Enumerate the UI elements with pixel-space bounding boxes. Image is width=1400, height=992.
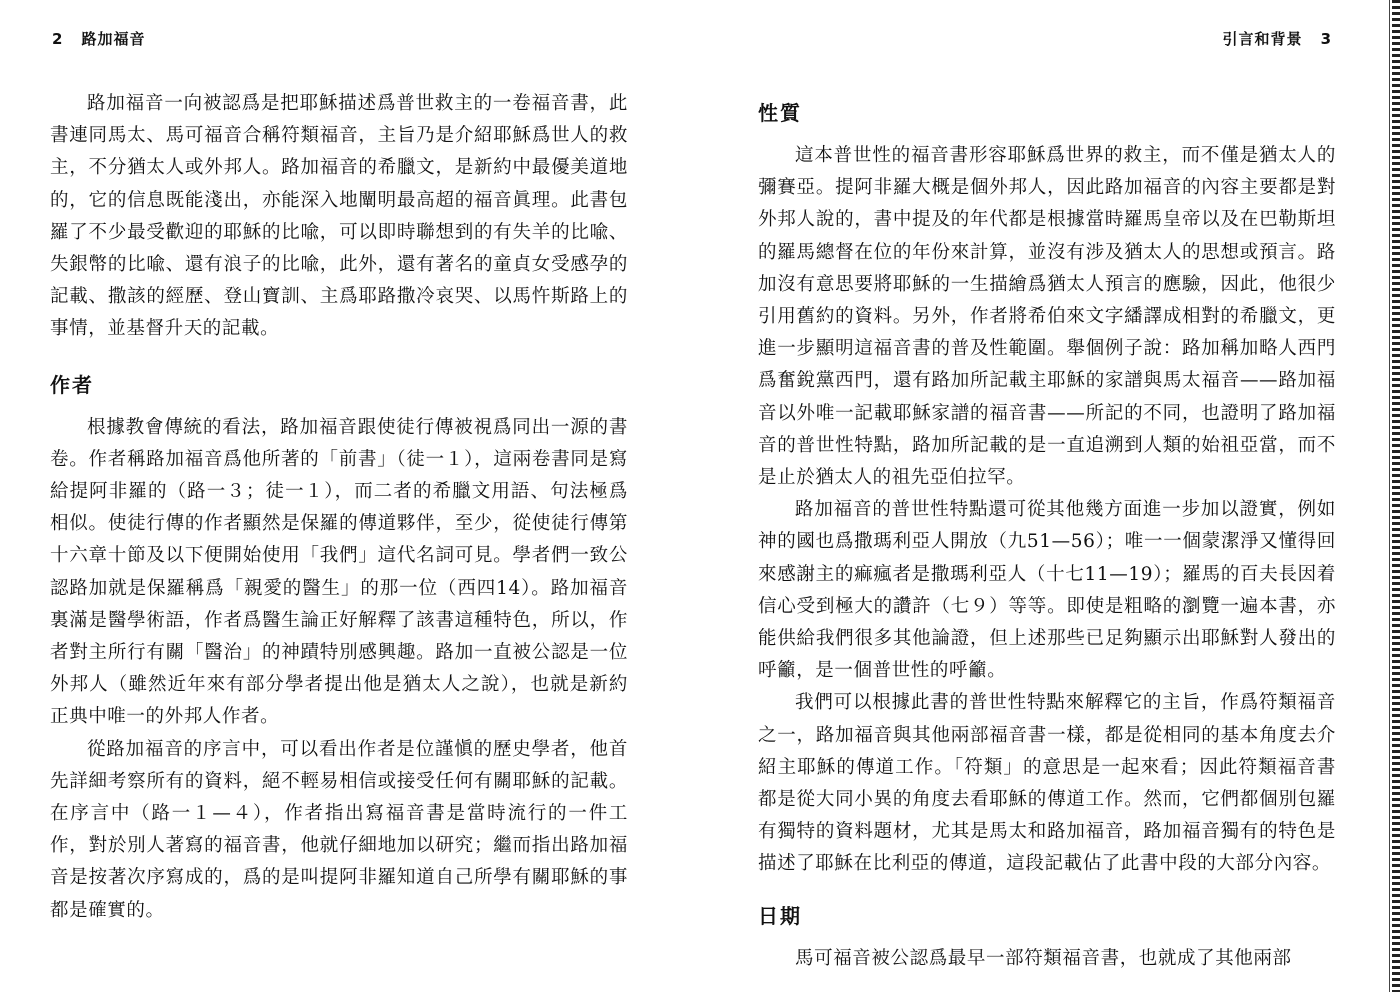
author-paragraph-2: 從路加福音的序言中，可以看出作者是位謹愼的歷史學者，他首先詳細考察所有的資料，絕不輕易相信或接受任何有關耶穌的記載。在序言中（路一１—４），作者指出寫福音書是當時流行的一件工作，對於別人著寫的福音書，他就仔細地加以研究；繼而指出路加福音是按著次序寫成的，爲的是叫提阿非羅知道自己所學有關耶穌的事都是確實的。 [50, 738, 628, 921]
nature-paragraph-2: 路加福音的普世性特點還可從其他幾方面進一步加以證實，例如神的國也爲撒瑪利亞人開放（九51—56）；唯一一個蒙潔淨又懂得回來感謝主的痲瘋者是撒瑪利亞人（十七11—19）；羅馬的百夫長因着信心受到極大的讚許（七９）等等。即使是粗略的瀏覽一遍本書，亦能供給我們很多其他論證，但上述那些已足夠顯示出耶穌對人發出的呼籲，是一個普世性的呼籲。 [758, 499, 1336, 682]
nature-paragraph-3: 我們可以根據此書的普世性特點來解釋它的主旨，作爲符類福音之一，路加福音與其他兩部福音書一樣，都是從相同的基本角度去介紹主耶穌的傳道工作。「符類」的意思是一起來看；因此符類福音書都是從大同小異的角度去看耶穌的傳道工作。然而，它們都個別包羅有獨特的資料題材，尤其是馬太和路加福音，路加福音獨有的特色是描述了耶穌在比利亞的傳道，這段記載佔了此書中段的大部分內容。 [758, 692, 1336, 875]
left-page-number: 2 [52, 30, 64, 48]
nature-paragraph-1: 這本普世性的福音書形容耶穌爲世界的救主，而不僅是猶太人的彌賽亞。提阿非羅大概是個外邦人，因此路加福音的內容主要都是對外邦人說的，書中提及的年代都是根據當時羅馬皇帝以及在巴勒斯坦的羅馬總督在位的年份來計算，並沒有涉及猶太人的思想或預言。路加沒有意思要將耶穌的一生描繪爲猶太人預言的應驗，因此，他很少引用舊約的資料。另外，作者將希伯來文字繙譯成相對的希臘文，更進一步顯明這福音書的普及性範圍。舉個例子說：路加稱加略人西門爲奮銳黨西門，還有路加所記載主耶穌的家譜與馬太福音——路加福音以外唯一記載耶穌家譜的福音書——所記的不同，也證明了路加福音的普世性特點，路加所記載的是一直追溯到人類的始祖亞當，而不是止於猶太人的祖先亞伯拉罕。 [758, 145, 1336, 489]
heading-author: 作者 [50, 372, 94, 397]
right-running-head [1223, 28, 1332, 49]
heading-nature: 性質 [758, 101, 802, 125]
intro-paragraph: 路加福音一向被認爲是把耶穌描述爲普世救主的一卷福音書，此書連同馬太、馬可福音合稱符類福音，主旨乃是介紹耶穌爲世人的救主，不分猶太人或外邦人。路加福音的希臘文，是新約中最優美道地的，它的信息既能淺出，亦能深入地闡明最高超的福音眞理。此書包羅了不少最受歡迎的耶穌的比喩，可以即時聯想到的有失羊的比喩、失銀幣的比喩、還有浪子的比喩，此外，還有著名的童貞女受感孕的記載、撒該的經歷、登山寶訓、主爲耶路撒冷哀哭、以馬忤斯路上的事情，並基督升天的記載。 [50, 93, 628, 340]
author-paragraph-1: 根據教會傳統的看法，路加福音跟使徒行傳被視爲同出一源的書卷。作者稱路加福音爲他所著的「前書」（徒一１），這兩卷書同是寫給提阿非羅的（路一３；徒一１），而二者的希臘文用語、句法極爲相似。使徒行傳的作者顯然是保羅的傳道夥伴，至少，從使徒行傳第十六章十節及以下便開始使用「我們」這代名詞可見。學者們一致公認路加就是保羅稱爲「親愛的醫生」的那一位（西四14）。路加福音裏滿是醫學術語，作者爲醫生論正好解釋了該書這種特色，所以，作者對主所行有關「醫治」的神蹟特別感興趣。路加一直被公認是一位外邦人（雖然近年來有部分學者提出他是猶太人之說），也就是新約正典中唯一的外邦人作者。 [50, 416, 628, 728]
date-paragraph-1: 馬可福音被公認爲最早一部符類福音書，也就成了其他兩部 [795, 947, 1292, 969]
right-body [758, 86, 1336, 975]
heading-date: 日期 [758, 903, 802, 928]
left-body [50, 88, 628, 927]
left-running-head [52, 28, 145, 49]
left-running-title: 路加福音 [81, 30, 146, 48]
right-page-number: 3 [1320, 30, 1332, 48]
page-edge-shadow [1392, 0, 1400, 992]
right-page [700, 0, 1400, 992]
right-running-title: 引言和背景 [1222, 30, 1303, 48]
page-edge-line [1389, 0, 1390, 992]
